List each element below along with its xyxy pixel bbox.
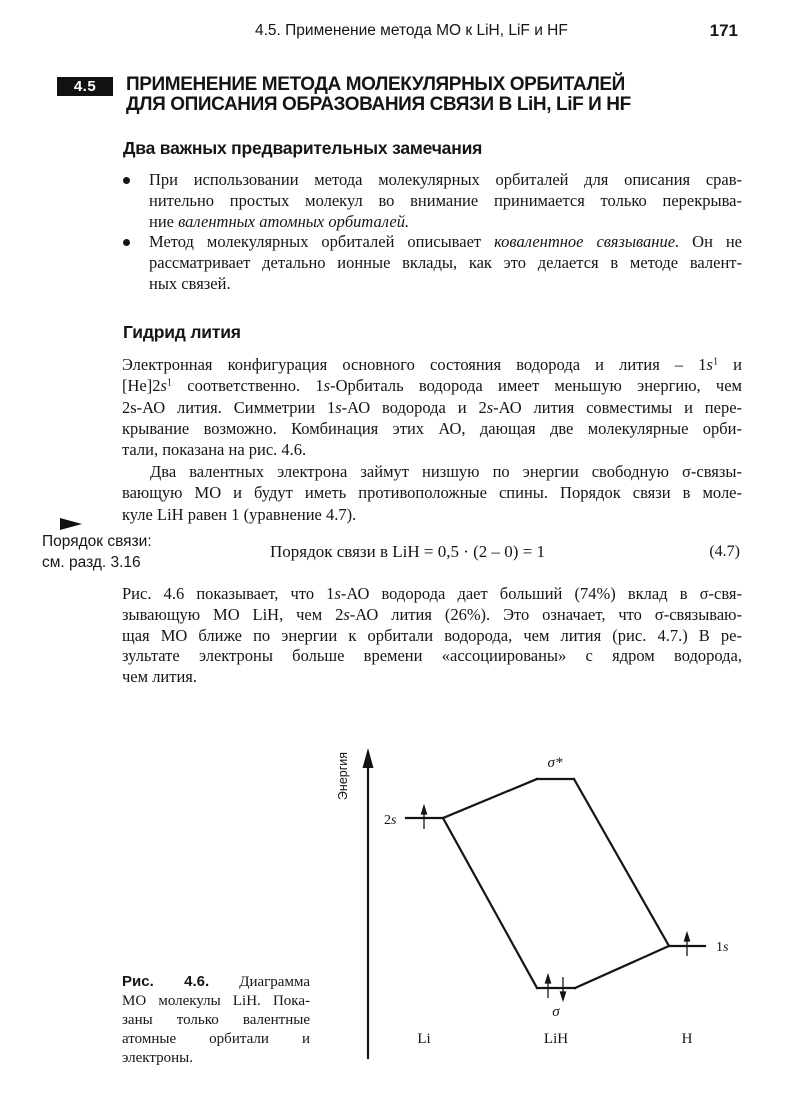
- subsection-heading-remarks: Два важных предварительных замечания: [123, 138, 483, 158]
- margin-note-line: Порядок связи:: [42, 533, 152, 550]
- correlation-line: [443, 779, 537, 818]
- text-line: Метод молекулярных орбиталей описывает ковалентное связывание. Он не: [149, 232, 743, 252]
- paragraph-orbital-contribution: [122, 584, 742, 688]
- correlation-line: [574, 779, 669, 946]
- caption-line: МО молекулы LiH. Пока-: [122, 993, 310, 1009]
- margin-note: [42, 532, 152, 573]
- column-label-li: Li: [417, 1031, 431, 1047]
- li-2s-label: 2s: [384, 813, 397, 828]
- h-1s-label: 1s: [716, 940, 729, 955]
- paragraph-electron-configuration: [122, 354, 742, 460]
- section-number-badge: 4.5: [57, 77, 113, 96]
- text-line: Электронная конфигурация основного состояния водорода и лития – $1s^1$ и: [122, 355, 742, 374]
- text-line: крывание возможно. Комбинация этих АО, дающая две молекулярные орби-: [122, 418, 742, 438]
- text-line: чем лития.: [122, 667, 198, 687]
- text-line: зывающую МО LiH, чем 2s-АО лития (26%). Это означает, что σ-связываю-: [122, 604, 743, 624]
- text-line: 2s-АО лития. Симметрии 1s-АО водорода и 2s-АО лития совместимы и пере-: [122, 397, 743, 417]
- figure-caption: [122, 972, 310, 1068]
- sigma-star-label: σ*: [547, 755, 563, 771]
- bullet-icon: [123, 239, 130, 246]
- page-number: 171: [709, 21, 738, 40]
- electron-spin-up-icon: [546, 975, 551, 998]
- margin-note-cross-reference: см. разд. 3.16: [42, 553, 141, 571]
- column-label-lih: LiH: [543, 1031, 569, 1047]
- caption-line: электроны.: [122, 1050, 193, 1066]
- caption-line: заны только валентные: [122, 1012, 310, 1028]
- text-line: куле LiH равен 1 (уравнение 4.7).: [122, 504, 357, 524]
- energy-axis-label: Энергия: [336, 751, 350, 801]
- caption-line: атомные орбитали и: [122, 1031, 310, 1047]
- bullet-item: [122, 170, 742, 232]
- section-title-line: ДЛЯ ОПИСАНИЯ ОБРАЗОВАНИЯ СВЯЗИ В LiH, LiF И HF: [126, 93, 631, 115]
- text-line: щая МО ближе по энергии к орбитали водорода, чем лития (рис. 4.7.) В ре-: [122, 625, 742, 645]
- text-line: вающую МО и будут иметь противоположные спины. Порядок связи в моле-: [122, 483, 742, 503]
- text-line: тали, показана на рис. 4.6.: [122, 440, 307, 460]
- mo-diagram-lih: [320, 740, 750, 1070]
- text-line: При использовании метода молекулярных орбиталей для описания срав-: [149, 170, 742, 189]
- text-line: нительно простых молекул во внимание принимается только перекрыва-: [149, 190, 742, 210]
- text-line: зультате электроны больше времени «ассоциированы» с ядром водорода,: [122, 646, 742, 666]
- electron-spin-up-icon: [685, 933, 690, 956]
- text-line: рассматривает детально ионные вклады, как это делается в методе валент-: [149, 253, 742, 273]
- text-line: $[He]2s^1$ соответственно. 1s-Орбиталь водорода имеет меньшую энергию, чем: [122, 376, 742, 396]
- section-title-line: ПРИМЕНЕНИЕ МЕТОДА МОЛЕКУЛЯРНЫХ ОРБИТАЛЕЙ: [126, 74, 625, 95]
- subsection-heading-lithium-hydride: Гидрид лития: [123, 322, 241, 342]
- correlation-line: [443, 818, 537, 988]
- equation-number: (4.7): [709, 543, 740, 560]
- text-line: ние валентных атомных орбиталей.: [149, 211, 410, 231]
- margin-pointer-arrow-icon: [60, 518, 82, 530]
- running-header-title: 4.5. Применение метода МО к LiH, LiF и HF: [255, 22, 568, 39]
- text-line: Рис. 4.6 показывает, что 1s-АО водорода дает больший (74%) вклад в σ-свя-: [122, 584, 742, 603]
- sigma-label: σ: [552, 1004, 560, 1020]
- text-line: ных связей.: [149, 273, 231, 293]
- column-label-h: H: [681, 1031, 693, 1047]
- axis-arrowhead-icon: [363, 748, 374, 768]
- section-title: [126, 75, 631, 114]
- caption-line: Рис. 4.6. Диаграмма: [122, 973, 310, 990]
- bullet-item: [122, 232, 742, 294]
- correlation-line: [575, 946, 669, 988]
- equation-bond-order: Порядок связи в LiH = 0,5 · (2 – 0) = 1: [270, 542, 546, 561]
- remarks-bullet-list: [122, 170, 742, 295]
- paragraph-bond-order: [122, 461, 742, 525]
- bullet-icon: [123, 177, 130, 184]
- text-line: Два валентных электрона займут низшую по энергии свободную σ-связы-: [150, 462, 742, 481]
